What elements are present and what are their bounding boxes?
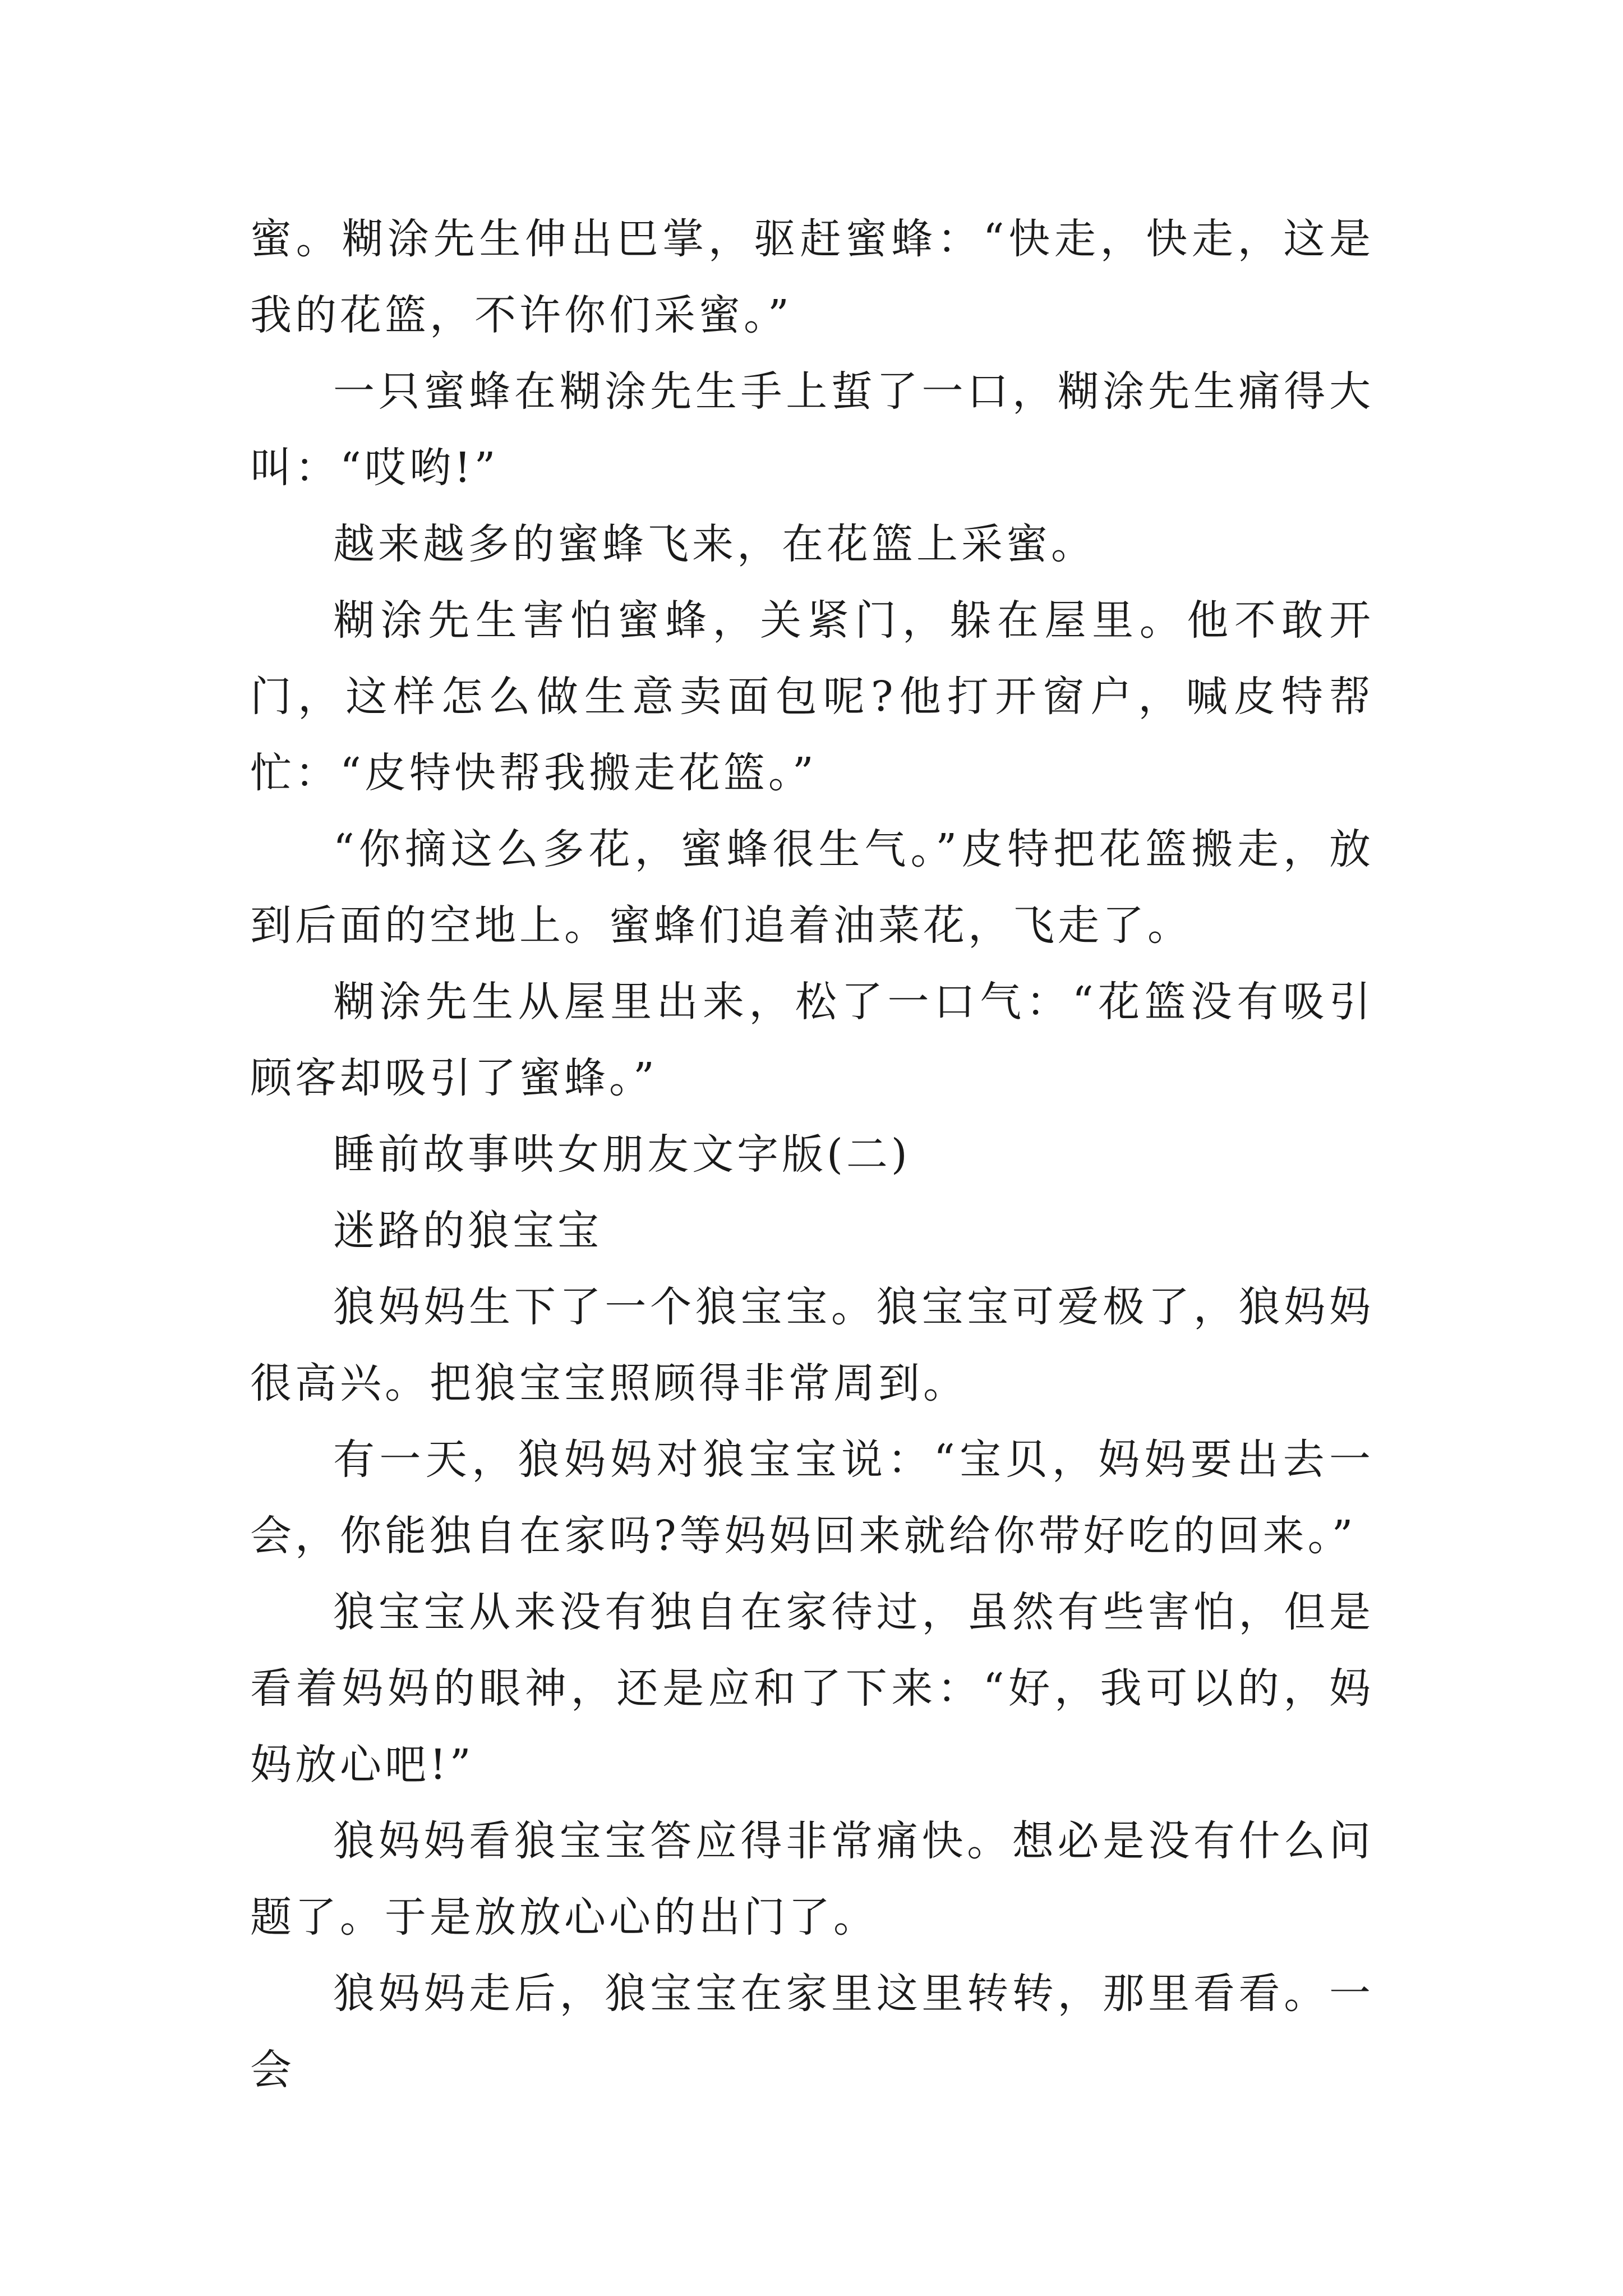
paragraph: “你摘这么多花，蜜蜂很生气。”皮特把花篮搬走，放到后面的空地上。蜜蜂们追着油菜花，飞走了。: [250, 825, 1374, 950]
story-title: 迷路的狼宝宝: [333, 1207, 602, 1255]
paragraph: 狼宝宝从来没有独自在家待过，虽然有些害怕，但是看着妈妈的眼神，还是应和了下来：“好，我可以的，妈妈放心吧!”: [250, 1588, 1374, 1789]
paragraph: 糊涂先生从屋里出来，松了一口气：“花篮没有吸引顾客却吸引了蜜蜂。”: [250, 978, 1374, 1102]
paragraph: 越来越多的蜜蜂飞来，在花篮上采蜜。: [333, 520, 1096, 568]
paragraph: 糊涂先生害怕蜜蜂，关紧门，躲在屋里。他不敢开门，这样怎么做生意卖面包呢?他打开窗户，喊皮特帮忙：“皮特快帮我搬走花篮。”: [250, 596, 1374, 797]
paragraph: 狼妈妈看狼宝宝答应得非常痛快。想必是没有什么问题了。于是放放心心的出门了。: [250, 1817, 1374, 1941]
section-heading: 睡前故事哄女朋友文字版(二): [333, 1130, 911, 1179]
paragraph: 蜜。糊涂先生伸出巴掌，驱赶蜜蜂：“快走，快走，这是我的花篮，不许你们采蜜。”: [250, 215, 1374, 339]
paragraph: 狼妈妈走后，狼宝宝在家里这里转转，那里看看。一会: [250, 1970, 1374, 2094]
document-body: [250, 201, 1374, 2108]
paragraph: 有一天，狼妈妈对狼宝宝说：“宝贝，妈妈要出去一会，你能独自在家吗?等妈妈回来就给你带好吃的回来。”: [250, 1435, 1374, 1560]
paragraph: 一只蜜蜂在糊涂先生手上蜇了一口，糊涂先生痛得大叫：“哎哟!”: [250, 367, 1374, 492]
paragraph: 狼妈妈生下了一个狼宝宝。狼宝宝可爱极了，狼妈妈很高兴。把狼宝宝照顾得非常周到。: [250, 1283, 1374, 1407]
